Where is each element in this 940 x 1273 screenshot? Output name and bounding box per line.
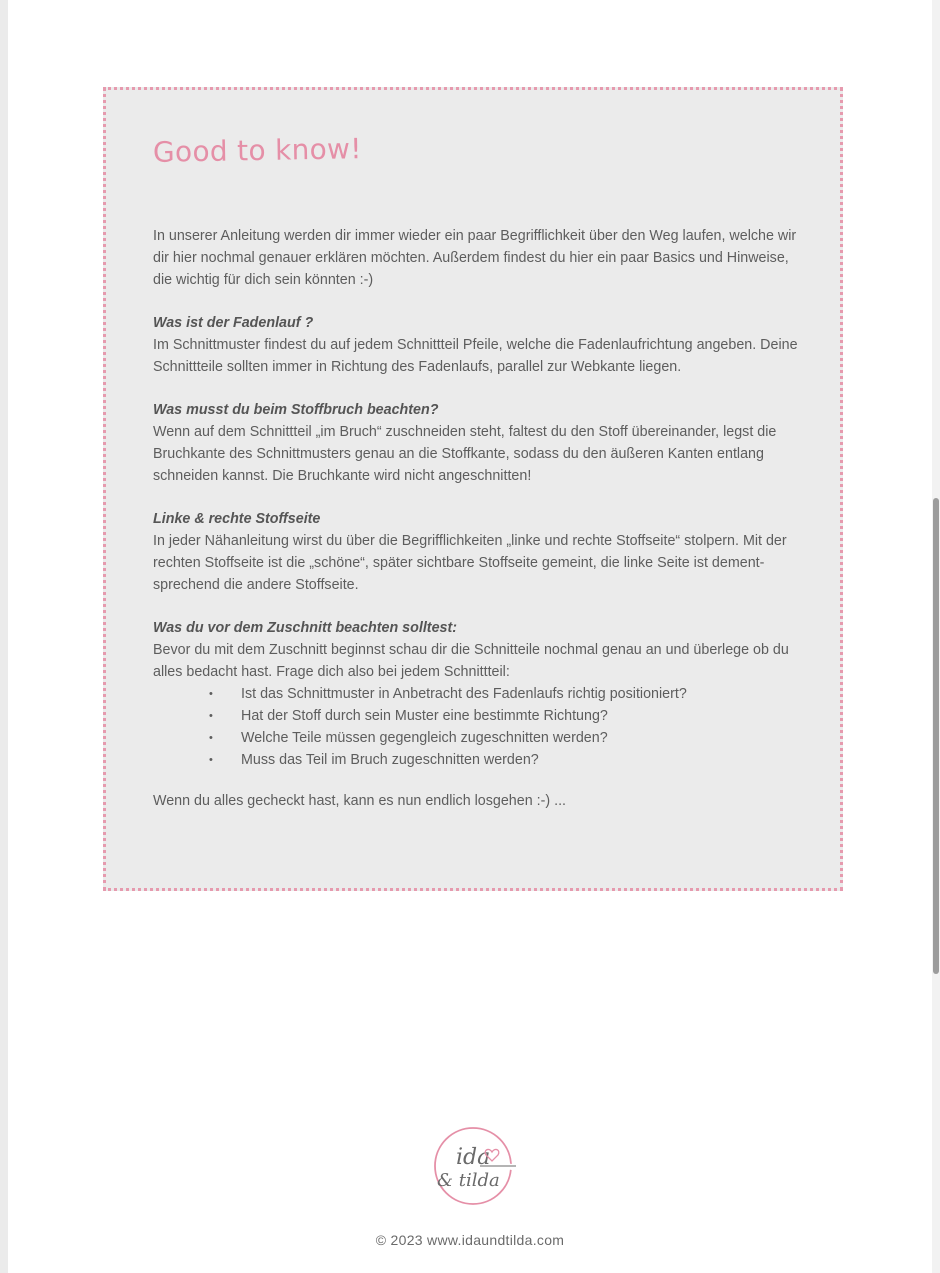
section-text: Bevor du mit dem Zuschnitt beginnst schau dir die Schnitteile nochmal genau an und überlege ob du alles bedacht hast. Frage dich also bei jedem Schnittteil: — [153, 642, 789, 680]
scrollbar-thumb[interactable] — [933, 498, 939, 974]
scrollbar[interactable] — [932, 0, 940, 1273]
section-title: Was du vor dem Zuschnitt beachten solltest: — [153, 620, 457, 636]
section-text: Im Schnittmuster findest du auf jedem Schnittteil Pfeile, welche die Fadenlaufrichtung angeben. Deine Schnittteile sollten immer in Richtung des Fadenlaufs, parallel zur Webkante liegen. — [153, 337, 798, 375]
section-title: Was musst du beim Stoffbruch beachten? — [153, 402, 439, 418]
list-item: • Hat der Stoff durch sein Muster eine bestimmte Richtung? — [209, 705, 808, 727]
logo-text-ida: ida — [456, 1145, 491, 1170]
list-item: • Ist das Schnittmuster in Anbetracht des Fadenlaufs richtig positioniert? — [209, 683, 808, 705]
section-fadenlauf — [153, 312, 808, 378]
logo-text-tilda: & tilda — [437, 1170, 500, 1191]
section-text: In jeder Nähanleitung wirst du über die Begrifflichkeiten „linke und rechte Stoffseite“ stolpern. Mit der rechten Stoffseite ist die „schöne“, später sichtbare Stoffseite gemeint, die linke Seite ist dement-sprechend die andere Stoffseite. — [153, 533, 787, 593]
intro-paragraph: In unserer Anleitung werden dir immer wieder ein paar Begrifflichkeit über den Weg laufen, welche wir dir hier nochmal genauer erklären möchten. Außerdem findest du hier ein paar Basics und Hinweise, die wichtig für dich sein könnten :-) — [153, 228, 797, 288]
section-title: Was ist der Fadenlauf ? — [153, 315, 314, 331]
list-item: • Muss das Teil im Bruch zugeschnitten werden? — [209, 749, 808, 771]
list-item: • Welche Teile müssen gegengleich zugeschnitten werden? — [209, 727, 808, 749]
section-stoffseite — [153, 508, 808, 596]
info-box — [103, 87, 843, 891]
section-zuschnitt — [153, 617, 808, 771]
section-text: Wenn auf dem Schnittteil „im Bruch“ zuschneiden steht, faltest du den Stoff übereinander, legst die Bruchkante des Schnittmusters genau an die Stoffkante, sodass du den äußeren Kanten entlang schneiden kannst. Die Bruchkante wird nicht angeschnitten! — [153, 424, 777, 484]
checklist — [153, 683, 808, 771]
page-heading: Good to know! — [152, 132, 363, 169]
copyright-footer: © 2023 www.idaundtilda.com — [375, 1232, 565, 1248]
outro-paragraph: Wenn du alles gecheckt hast, kann es nun endlich losgehen :-) ... — [153, 793, 567, 809]
section-title: Linke & rechte Stoffseite — [153, 511, 321, 527]
section-stoffbruch — [153, 399, 808, 487]
ida-tilda-logo — [432, 1126, 518, 1206]
